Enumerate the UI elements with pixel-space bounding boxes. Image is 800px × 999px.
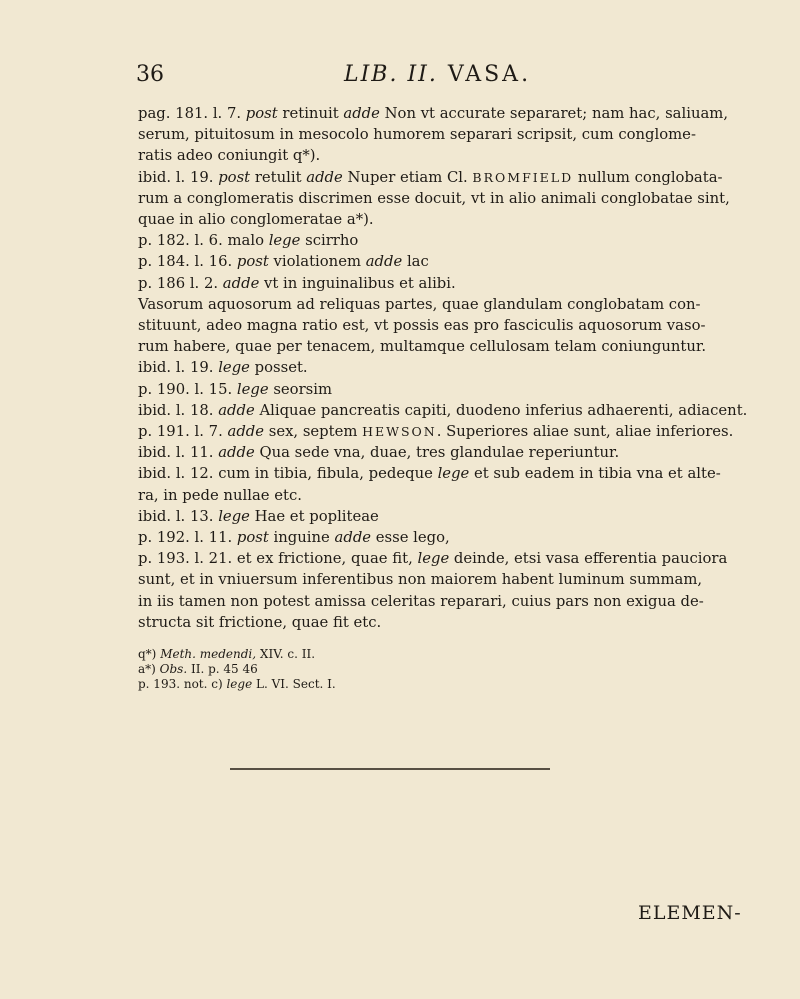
errata-text	[138, 103, 762, 692]
text-line	[138, 145, 762, 166]
text-segment: rum a conglomeratis discrimen esse docuit, vt in alio animali conglobatae sint,	[138, 189, 730, 207]
text-segment: structa sit frictione, quae fit etc.	[138, 613, 382, 631]
text-line	[138, 527, 762, 548]
italic-word: post	[236, 253, 269, 271]
text-segment: sunt, et in vniuersum inferentibus non maiorem habent luminum summam,	[138, 571, 703, 589]
text-segment: p. 191. l. 7.	[138, 423, 228, 441]
text-line	[138, 591, 762, 612]
text-line	[138, 357, 762, 378]
footnotes	[138, 647, 762, 692]
text-segment: stituunt, adeo magna ratio est, vt possis eas pro fasciculis aquosorum vaso-	[138, 317, 706, 335]
italic-word: Obs.	[159, 662, 188, 677]
text-segment: p. 182. l. 6. malo	[138, 232, 269, 250]
author-name: HEWSON	[362, 424, 437, 440]
text-line	[138, 294, 762, 315]
author-name: BROMFIELD	[472, 169, 574, 185]
text-segment: seorsim	[268, 380, 333, 398]
text-segment: . Superiores aliae sunt, aliae inferiores.	[436, 423, 734, 441]
text-segment: et sub eadem in tibia vna et alte-	[469, 465, 721, 483]
text-segment: ra, in pede nullae etc.	[138, 486, 302, 504]
text-line	[138, 485, 762, 506]
italic-word: lege	[226, 677, 253, 692]
text-segment: p. 186 l. 2.	[138, 274, 223, 292]
text-segment: Nuper etiam Cl.	[342, 168, 473, 186]
text-line	[138, 442, 762, 463]
running-header	[136, 62, 736, 96]
text-line	[138, 421, 762, 442]
italic-word: adde	[334, 529, 372, 547]
text-segment: retinuit	[277, 105, 344, 122]
text-segment: esse lego,	[371, 529, 450, 547]
italic-word: Meth. medendi,	[160, 647, 257, 662]
text-segment: deinde, etsi vasa efferentia pauciora	[449, 550, 728, 568]
text-segment: pag. 181. l. 7.	[138, 105, 246, 122]
text-segment: serum, pituitosum in mesocolo humorem separari scripsit, cum conglome-	[138, 126, 696, 144]
text-line	[138, 167, 762, 188]
text-line	[138, 273, 762, 294]
italic-word: lege	[268, 232, 301, 250]
footnote-line	[138, 647, 762, 662]
text-segment: ibid. l. 11.	[138, 444, 219, 462]
text-segment: ibid. l. 13.	[138, 507, 219, 525]
text-segment: Qua sede vna, duae, tres glandulae reperiuntur.	[254, 444, 620, 462]
text-segment: Hae et popliteae	[249, 507, 379, 525]
text-segment: posset.	[249, 359, 308, 377]
italic-word: adde	[222, 274, 260, 292]
text-line	[138, 612, 762, 633]
italic-word: adde	[227, 423, 265, 441]
text-segment: p. 193. not. c)	[138, 677, 227, 692]
text-segment: II. p. 45 46	[187, 662, 258, 677]
footnote-line	[138, 677, 762, 692]
text-line	[138, 463, 762, 484]
running-title	[344, 62, 531, 87]
text-segment: violationem	[268, 253, 366, 271]
italic-word: adde	[218, 401, 255, 419]
italic-word: adde	[365, 253, 403, 271]
text-segment: Aliquae pancreatis capiti, duodeno inferius adhaerenti, adiacent.	[254, 401, 748, 419]
text-segment: p. 193. l. 21. et ex frictione, quae fit,	[138, 550, 418, 568]
italic-word: lege	[417, 550, 450, 568]
text-segment: rum habere, quae per tenacem, multamque cellulosam telam coniunguntur.	[138, 338, 707, 356]
errata-lines	[138, 103, 762, 633]
text-segment: Non vt accurate separaret; nam hac, saliuam,	[379, 105, 729, 122]
text-line	[138, 506, 762, 527]
text-segment: L. VI. Sect. I.	[252, 677, 336, 692]
text-line	[138, 188, 762, 209]
text-line	[138, 379, 762, 400]
italic-word: lege	[236, 380, 269, 398]
text-line	[138, 569, 762, 590]
text-segment: ibid. l. 19.	[138, 168, 219, 186]
text-segment: ibid. l. 12. cum in tibia, fibula, pedeque	[138, 465, 438, 483]
separator-rule	[230, 768, 550, 770]
text-segment: nullum conglobata-	[573, 168, 723, 186]
text-line	[138, 315, 762, 336]
text-segment: ibid. l. 19.	[138, 359, 219, 377]
text-segment: p. 192. l. 11.	[138, 529, 237, 547]
italic-word: post	[245, 105, 278, 122]
text-line	[138, 400, 762, 421]
text-segment: inguine	[268, 529, 335, 547]
italic-word: lege	[218, 359, 250, 377]
catchword: ELEMEN-	[638, 902, 742, 924]
italic-word: adde	[306, 168, 343, 186]
italic-word: adde	[218, 444, 255, 462]
text-segment: XIV. c. II.	[256, 647, 316, 662]
italic-word: lege	[218, 507, 250, 525]
text-segment: quae in alio conglomeratae a*).	[138, 211, 374, 229]
italic-word: post	[218, 168, 251, 186]
text-segment: lac	[402, 253, 429, 271]
text-line	[138, 251, 762, 272]
italic-word: lege	[437, 465, 470, 483]
text-segment: ratis adeo coniungit q*).	[138, 147, 321, 165]
text-segment: p. 184. l. 16.	[138, 253, 237, 271]
text-segment: sex, septem	[264, 423, 363, 441]
text-segment: Vasorum aquosorum ad reliquas partes, quae glandulam conglobatam con-	[138, 295, 701, 313]
running-title-main: VASA.	[447, 62, 532, 87]
text-segment: q*)	[138, 647, 161, 662]
text-segment: ibid. l. 18.	[138, 401, 219, 419]
text-line	[138, 230, 762, 251]
text-segment: scirrho	[300, 232, 359, 250]
text-line	[138, 209, 762, 230]
text-segment: retulit	[250, 168, 307, 186]
footnote-line	[138, 662, 762, 677]
running-title-lib: LIB. II.	[344, 62, 438, 87]
text-segment: p. 190. l. 15.	[138, 380, 237, 398]
text-segment: in iis tamen non potest amissa celeritas reparari, cuius pars non exigua de-	[138, 592, 704, 610]
italic-word: post	[236, 529, 269, 547]
text-segment: vt in inguinalibus et alibi.	[259, 274, 456, 292]
text-segment: a*)	[138, 662, 160, 677]
page-number: 36	[136, 62, 164, 87]
text-line	[138, 548, 762, 569]
italic-word: adde	[343, 105, 380, 122]
text-line	[138, 103, 762, 124]
text-line	[138, 336, 762, 357]
text-line	[138, 124, 762, 145]
